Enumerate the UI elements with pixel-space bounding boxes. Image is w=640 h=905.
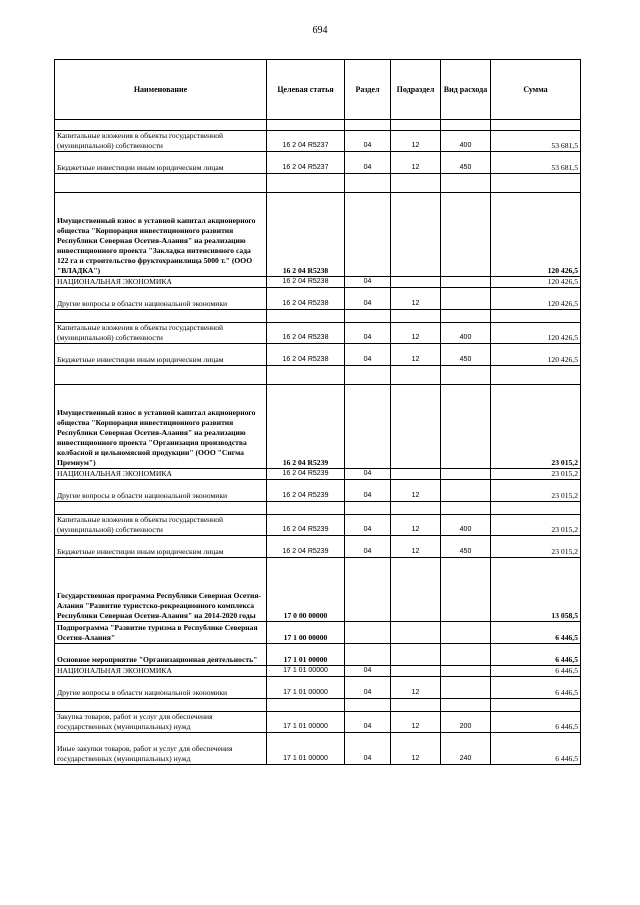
row-sum: 23 015,2 [491,385,581,469]
row-section: 04 [345,677,391,699]
spacer-row [55,310,581,323]
row-subsection [391,644,441,666]
row-name: НАЦИОНАЛЬНАЯ ЭКОНОМИКА [55,469,267,480]
row-subsection: 12 [391,288,441,310]
row-target: 17 1 01 00000 [267,677,345,699]
row-subsection: 12 [391,515,441,536]
row-expense-type: 400 [441,515,491,536]
table-row [55,622,581,644]
row-expense-type: 240 [441,733,491,765]
row-subsection: 12 [391,712,441,733]
row-expense-type: 400 [441,323,491,344]
row-target: 16 2 04 R5237 [267,131,345,152]
row-subsection: 12 [391,152,441,174]
row-sum: 6 446,5 [491,712,581,733]
table-row [55,469,581,480]
row-name: Другие вопросы в области национальной экономики [55,677,267,699]
row-sum: 53 681,5 [491,152,581,174]
table-row [55,480,581,502]
row-sum: 6 446,5 [491,622,581,644]
row-section: 04 [345,515,391,536]
row-name: Иные закупки товаров, работ и услуг для обеспечения государственных (муниципальных) нужд [55,733,267,765]
row-sum: 6 446,5 [491,677,581,699]
row-sum: 23 015,2 [491,469,581,480]
row-subsection [391,666,441,677]
row-expense-type [441,469,491,480]
row-target: 17 0 00 00000 [267,558,345,622]
row-expense-type: 400 [441,131,491,152]
row-target: 16 2 04 R5238 [267,277,345,288]
row-sum: 23 015,2 [491,515,581,536]
row-name: Имущественный взнос в уставной капитал акционерного общества "Корпорация инвестиционного развития Республики Северная Осетия-Алания" на реализацию инвестиционного проекта "Закладка интенсивного сада 122 га и строительство фруктохранилища 5000 т." (ООО "ВЛАДКА") [55,193,267,277]
row-target: 16 2 04 R5238 [267,193,345,277]
table-row [55,712,581,733]
row-name: Другие вопросы в области национальной экономики [55,480,267,502]
row-subsection: 12 [391,536,441,558]
row-name: Подпрограмма "Развитие туризма в Республике Северная Осетия-Алания" [55,622,267,644]
header-section: Раздел [345,60,391,120]
row-expense-type: 450 [441,536,491,558]
row-subsection: 12 [391,480,441,502]
row-expense-type [441,677,491,699]
row-target: 16 2 04 R5239 [267,536,345,558]
row-expense-type: 450 [441,344,491,366]
row-name: Бюджетные инвестиции иным юридическим лицам [55,344,267,366]
table-header [55,60,581,120]
table-row [55,558,581,622]
row-target: 17 1 01 00000 [267,733,345,765]
row-sum: 13 058,5 [491,558,581,622]
row-subsection [391,277,441,288]
table-row [55,644,581,666]
row-section [345,558,391,622]
row-subsection [391,193,441,277]
spacer-row [55,699,581,712]
row-sum: 120 426,5 [491,323,581,344]
row-name: Капитальные вложения в объекты государственной (муниципальной) собственности [55,131,267,152]
row-name: Бюджетные инвестиции иным юридическим лицам [55,152,267,174]
row-expense-type [441,558,491,622]
row-sum: 53 681,5 [491,131,581,152]
row-subsection [391,622,441,644]
row-section: 04 [345,277,391,288]
row-expense-type [441,480,491,502]
row-section: 04 [345,323,391,344]
row-expense-type: 200 [441,712,491,733]
row-section [345,193,391,277]
row-sum: 120 426,5 [491,277,581,288]
row-name: Основное мероприятие "Организационная деятельность" [55,644,267,666]
header-target: Целевая статья [267,60,345,120]
row-section: 04 [345,712,391,733]
row-section: 04 [345,480,391,502]
row-sum: 6 446,5 [491,733,581,765]
header-name: Наименование [55,60,267,120]
row-name: Имущественный взнос в уставной капитал акционерного общества "Корпорация инвестиционного развития Республики Северная Осетия-Алания" на реализацию инвестиционного проекта "Организация производства колбасной и цельномясной продукции" (ООО "Сигма Премиум") [55,385,267,469]
row-section: 04 [345,536,391,558]
row-name: Государственная программа Республики Северная Осетия-Алания "Развитие туристско-рекреационного комплекса Республики Северная Осетия-Алания" на 2014-2020 годы [55,558,267,622]
row-target: 16 2 04 R5239 [267,515,345,536]
row-target: 17 1 00 00000 [267,622,345,644]
row-name: НАЦИОНАЛЬНАЯ ЭКОНОМИКА [55,666,267,677]
row-target: 16 2 04 R5238 [267,323,345,344]
row-sum: 120 426,5 [491,193,581,277]
row-subsection [391,469,441,480]
row-sum: 23 015,2 [491,536,581,558]
row-expense-type [441,385,491,469]
row-subsection: 12 [391,677,441,699]
row-expense-type [441,277,491,288]
row-name: Другие вопросы в области национальной экономики [55,288,267,310]
row-target: 17 1 01 00000 [267,712,345,733]
row-subsection: 12 [391,733,441,765]
table-row [55,193,581,277]
table-row [55,288,581,310]
table-row [55,677,581,699]
row-name: Закупка товаров, работ и услуг для обеспечения государственных (муниципальных) нужд [55,712,267,733]
row-target: 16 2 04 R5239 [267,469,345,480]
row-subsection [391,385,441,469]
row-sum: 23 015,2 [491,480,581,502]
table-row [55,152,581,174]
table-row [55,323,581,344]
table-row [55,344,581,366]
row-subsection [391,558,441,622]
row-section: 04 [345,288,391,310]
row-section: 04 [345,666,391,677]
row-section: 04 [345,152,391,174]
row-sum: 6 446,5 [491,644,581,666]
row-sum: 6 446,5 [491,666,581,677]
table-row [55,733,581,765]
row-name: Капитальные вложения в объекты государственной (муниципальной) собственности [55,515,267,536]
row-subsection: 12 [391,131,441,152]
page-number: 694 [312,25,328,36]
row-expense-type [441,193,491,277]
spacer-row [55,120,581,131]
spacer-row [55,502,581,515]
row-target: 16 2 04 R5238 [267,344,345,366]
row-name: Капитальные вложения в объекты государственной (муниципальной) собственности [55,323,267,344]
row-section [345,644,391,666]
row-target: 16 2 04 R5237 [267,152,345,174]
header-expense-type: Вид расхода [441,60,491,120]
row-section: 04 [345,344,391,366]
header-subsection: Подраздел [391,60,441,120]
table-row [55,536,581,558]
row-target: 16 2 04 R5239 [267,385,345,469]
row-expense-type [441,666,491,677]
table-row [55,131,581,152]
row-target: 17 1 01 00000 [267,644,345,666]
row-subsection: 12 [391,323,441,344]
table-row [55,385,581,469]
row-name: НАЦИОНАЛЬНАЯ ЭКОНОМИКА [55,277,267,288]
row-section [345,622,391,644]
table-row [55,277,581,288]
row-section: 04 [345,733,391,765]
budget-table [54,59,581,765]
row-target: 16 2 04 R5238 [267,288,345,310]
table-row [55,515,581,536]
row-name: Бюджетные инвестиции иным юридическим лицам [55,536,267,558]
table-row [55,666,581,677]
row-expense-type: 450 [441,152,491,174]
row-target: 17 1 01 00000 [267,666,345,677]
row-subsection: 12 [391,344,441,366]
row-expense-type [441,288,491,310]
row-section: 04 [345,469,391,480]
row-section [345,385,391,469]
row-sum: 120 426,5 [491,344,581,366]
row-target: 16 2 04 R5239 [267,480,345,502]
row-sum: 120 426,5 [491,288,581,310]
spacer-row [55,174,581,193]
spacer-row [55,366,581,385]
header-sum: Сумма [491,60,581,120]
row-expense-type [441,644,491,666]
row-section: 04 [345,131,391,152]
row-expense-type [441,622,491,644]
